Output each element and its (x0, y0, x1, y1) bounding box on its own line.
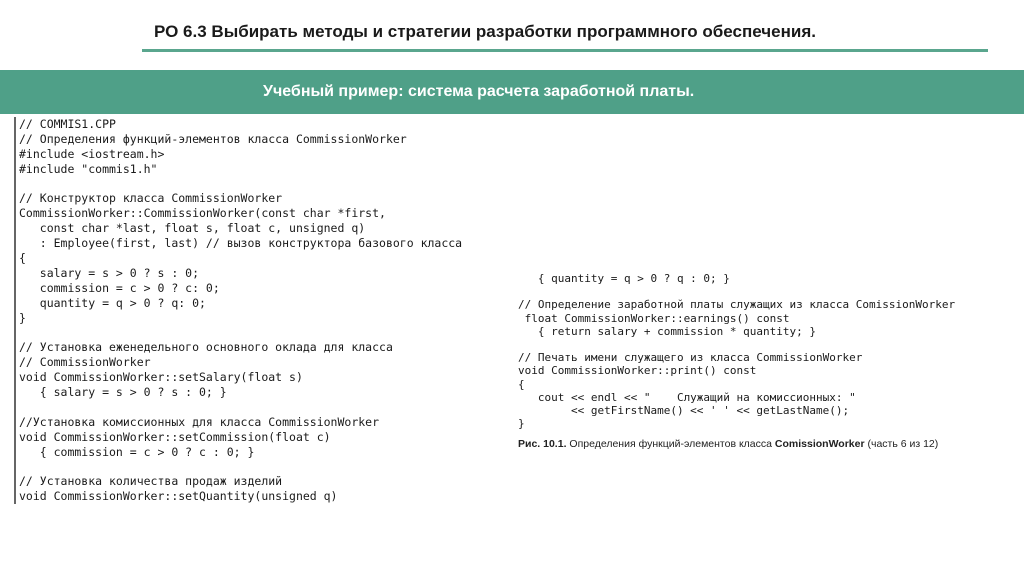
code-line (19, 459, 519, 474)
code-line (19, 325, 519, 340)
code-line: void CommissionWorker::print() const (518, 364, 757, 378)
code-listing-right (518, 272, 1008, 430)
code-line: commission = c > 0 ? c: 0; (19, 280, 220, 295)
code-listing-left (14, 117, 519, 504)
caption-text-after: (часть 6 из 12) (864, 438, 939, 450)
code-line: quantity = q > 0 ? q: 0; (19, 295, 206, 310)
code-line: void CommissionWorker::setSalary(float s) (19, 370, 303, 385)
code-line: { (19, 251, 26, 266)
code-line: float CommissionWorker::earnings() const (518, 311, 790, 325)
code-line: { quantity = q > 0 ? q : 0; } (518, 272, 730, 285)
code-line: { (518, 377, 525, 391)
code-line: } (518, 417, 525, 431)
code-line: void CommissionWorker::setQuantity(unsigned q) (19, 489, 338, 504)
code-line: const char *last, float s, float c, unsigned q) (19, 221, 366, 236)
caption-class-name: ComissionWorker (774, 438, 865, 450)
code-line: } (19, 310, 26, 325)
code-line: //Установка комиссионных для класса CommissionWorker (19, 414, 380, 429)
title-underline (142, 49, 988, 52)
code-line (19, 400, 519, 415)
code-line: { return salary + commission * quantity; } (518, 324, 817, 338)
code-line: { salary = s > 0 ? s : 0; } (19, 385, 227, 400)
page-title: РО 6.3 Выбирать методы и стратегии разработки программного обеспечения. (154, 22, 816, 41)
code-line: // Печать имени служащего из класса CommissionWorker (518, 351, 863, 365)
code-line: CommissionWorker::CommissionWorker(const char *first, (19, 206, 386, 221)
code-line: // Определение заработной платы служащих из класса ComissionWorker (518, 298, 956, 312)
banner-title: Учебный пример: система расчета заработной платы. (263, 83, 695, 100)
code-line: // Установка еженедельного основного оклада для класса (19, 340, 393, 355)
caption-label: Рис. 10.1. (518, 438, 567, 450)
code-line: void CommissionWorker::setCommission(float c) (19, 429, 331, 444)
code-line: { commission = c > 0 ? c : 0; } (19, 444, 255, 459)
code-line: // Установка количества продаж изделий (19, 474, 283, 489)
code-line: // Определения функций-элементов класса CommissionWorker (19, 131, 407, 146)
code-line: // COMMIS1.CPP (19, 117, 116, 131)
code-line (518, 338, 1008, 351)
code-line (518, 285, 1008, 298)
code-line: #include <iostream.h> (19, 146, 165, 161)
code-line (19, 177, 519, 192)
code-line: << getFirstName() << ' ' << getLastName(); (518, 403, 850, 417)
caption-text-before: Определения функций-элементов класса (566, 438, 775, 450)
code-line: #include "commis1.h" (19, 161, 158, 176)
code-line: : Employee(first, last) // вызов конструктора базового класса (19, 236, 463, 251)
code-line: cout << endl << " Служащий на комиссионных: " (518, 390, 856, 404)
code-line: // Конструктор класса CommissionWorker (19, 191, 283, 206)
figure-caption (518, 438, 938, 450)
code-line: // CommissionWorker (19, 355, 151, 370)
code-line: salary = s > 0 ? s : 0; (19, 265, 200, 280)
